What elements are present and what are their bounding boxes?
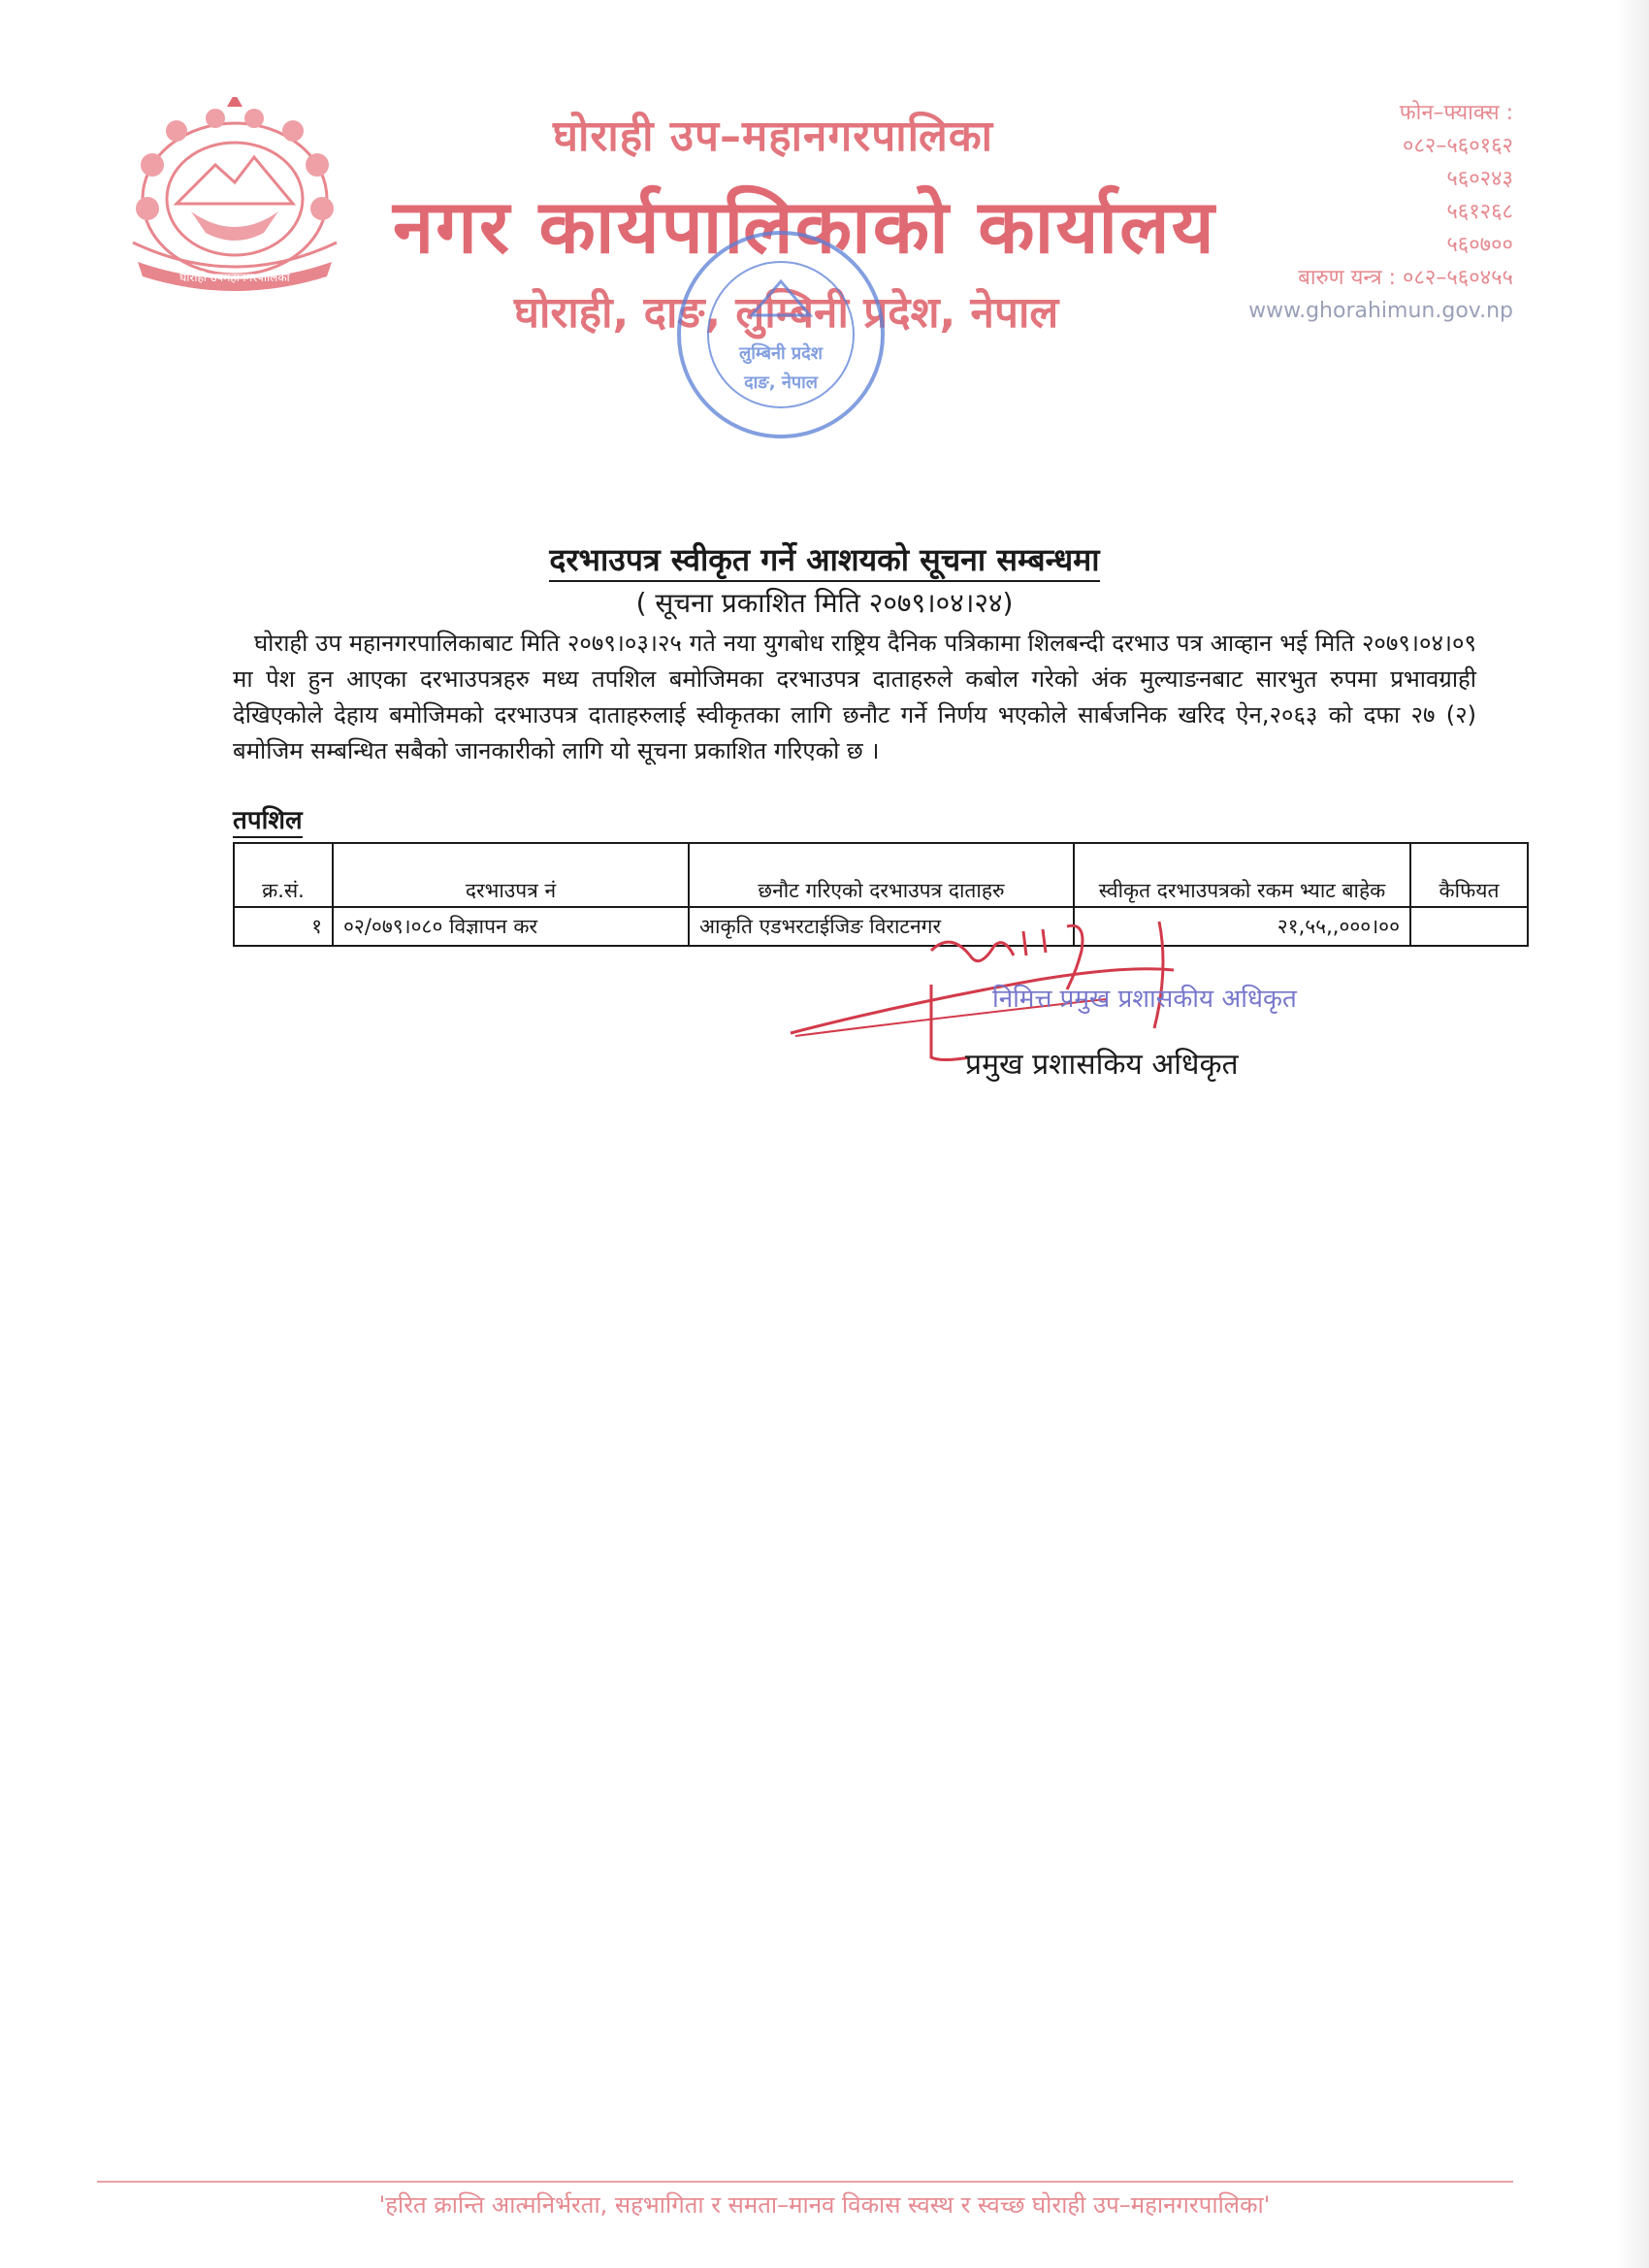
office-title: नगर कार्यपालिकाको कार्यालय [393,183,1216,270]
notice-body: घोराही उप महानगरपालिकाबाट मिति २०७९।०३।२५ गते नया युगबोध राष्ट्रिय दैनिक पत्रिकामा शिलबन्दी दरभाउ पत्र आव्हान भई मिति २०७९।०४।०९ मा पेश हुन आएका दरभाउपत्रहरु मध्य तपशिल बमोजिमका दरभाउपत्र दाताहरुले कबोल गरेको अंक मुल्याङनबाट सारभुत रुपमा प्रभावग्राही देखिएकोले देहाय बमोजिमको दरभाउपत्र दाताहरुलाई स्वीकृतका लागि छनौट गर्ने निर्णय भएकोले सार्बजनिक खरिद ऐन,२०६३ को दफा २७ (२) बमोजिम सम्बन्धित सबैको जानकारीको लागि यो सूचना प्रकाशित गरिएको छ । [233,630,1476,764]
phone-label: फोन–फ्याक्स : [1399,101,1513,125]
header-amount: स्वीकृत दरभाउपत्रको रकम भ्याट बाहेक [1074,843,1410,907]
cell-remarks [1410,907,1528,946]
office-municipality-name: घोराही उप–महानगरपालिका [553,112,994,161]
stamp-text: लुम्बिनी प्रदेश [739,343,823,364]
office-stamp [669,223,892,446]
signatory-designation: प्रमुख प्रशासकिय अधिकृत [965,1048,1239,1082]
cell-bidder: आकृति एडभरटाईजिङ विराटनगर [689,907,1074,946]
phone-number: ०८२–५६०१६२ [1403,134,1513,158]
stamp-text: दाङ, नेपाल [744,373,818,393]
header-bid-number: दरभाउपत्र नं [333,843,689,907]
phone-number: ५६१२६८ [1446,200,1513,224]
office-address: घोराही, दाङ, लुम्बिनी प्रदेश, नेपाल [514,288,1059,338]
nepal-emblem-logo [109,97,361,301]
cell-serial: १ [234,907,333,946]
notice-title-text: दरभाउपत्र स्वीकृत गर्ने आशयको सूचना सम्बन्धमा [549,541,1099,582]
phone-number: ५६०७०० [1446,233,1513,257]
table-header-row [234,843,1528,907]
fire-service-number: बारुण यन्त्र : ०८२–५६०४५५ [1298,266,1513,290]
footer-divider [97,2181,1513,2183]
phone-number: ५६०२४३ [1446,167,1513,191]
website: www.ghorahimun.gov.np [1248,299,1513,323]
notice-publish-date: ( सूचना प्रकाशित मिति २०७९।०४।२४) [635,587,1014,619]
details-heading: तपशिल [233,805,303,838]
emblem-ribbon-text: घोराही उपमहानगरपालिका [179,271,290,284]
notice-title [0,538,1649,580]
header-bidder: छनौट गरिएको दरभाउपत्र दाताहरु [689,843,1074,907]
signatory-stamp-text: निमित्त प्रमुख प्रशासकीय अधिकृत [992,985,1297,1014]
header-remarks: कैफियत [1410,843,1528,907]
header-serial: क्र.सं. [234,843,333,907]
cell-amount: २१,५५,,०००।०० [1074,907,1410,946]
page-edge-shadow [1616,0,1649,2268]
cell-bid-number: ०२/०७९।०८० विज्ञापन कर [333,907,689,946]
footer-slogan: 'हरित क्रान्ति आत्मनिर्भरता, सहभागिता र समता–मानव विकास स्वस्थ र स्वच्छ घोराही उप–महानगरपालिका' [378,2191,1271,2219]
contact-block [1248,97,1513,328]
